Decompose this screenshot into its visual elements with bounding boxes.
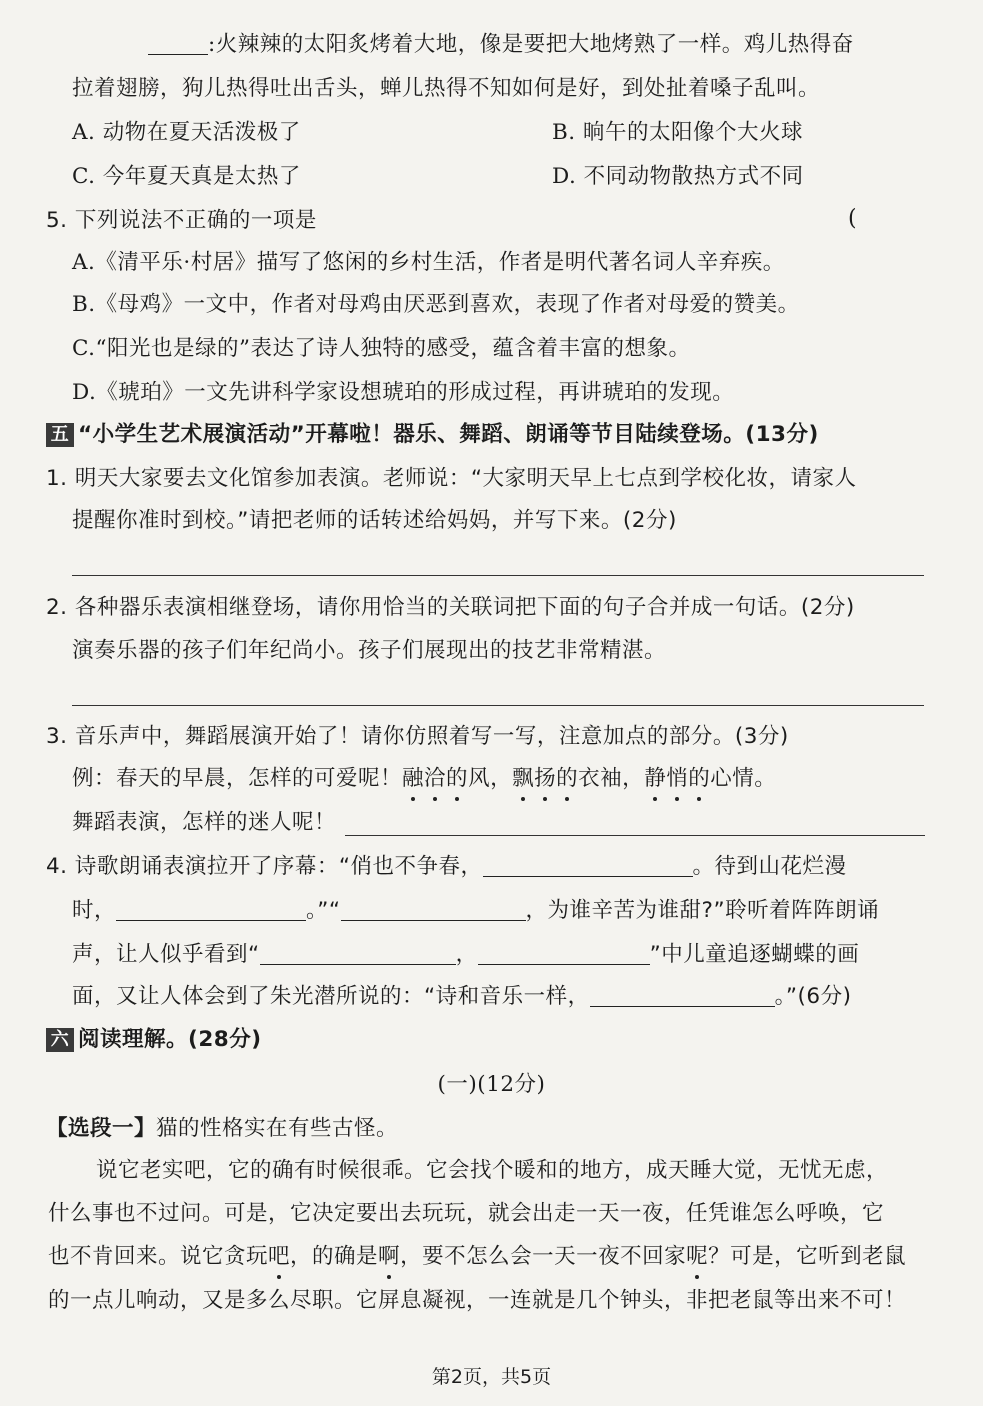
excerpt-paragraph-line3 <box>48 1242 906 1272</box>
answer-blank[interactable] <box>478 942 650 965</box>
dotted-char: 吧 <box>268 1242 290 1272</box>
excerpt-text: ？可是，它听到老鼠 <box>708 1244 907 1269</box>
s5-q2-line1: 2. 各种器乐表演相继登场，请你用恰当的关联词把下面的句子合并成一句话。(2分) <box>46 595 855 620</box>
answer-blank[interactable] <box>341 898 526 921</box>
q4-text: 声，让人似乎看到“ <box>72 942 260 967</box>
q5-option-b[interactable]: B.《母鸡》一文中，作者对母鸡由厌恶到喜欢，表现了作者对母爱的赞美。 <box>72 292 800 317</box>
s5-q3-answer-line[interactable] <box>345 835 925 836</box>
q4-text: 。”(6分) <box>774 984 852 1009</box>
excerpt-paragraph-line4: 的一点儿响动，又是多么尽职。它屏息凝视，一连就是几个钟头，非把老鼠等出来不可！ <box>48 1288 907 1313</box>
s5-q4-line2 <box>72 896 879 926</box>
section5-badge: 五 <box>46 423 74 447</box>
s5-q1-answer-line[interactable] <box>72 575 924 576</box>
excerpt-text: ，要不怎么会一天一夜不回家 <box>400 1244 687 1269</box>
excerpt-paragraph-line1: 说它老实吧，它的确有时候很乖。它会找个暖和的地方，成天睡大觉，无忧无虑， <box>96 1158 889 1183</box>
example-char: 情 <box>732 766 755 791</box>
s5-q2-sentences: 演奏乐器的孩子们年纪尚小。孩子们展现出的技艺非常精湛。 <box>72 638 667 663</box>
answer-blank[interactable] <box>148 32 208 55</box>
q5-option-a[interactable]: A.《清平乐·村居》描写了悠闲的乡村生活，作者是明代著名词人辛弃疾。 <box>72 250 785 275</box>
dotted-char: 融 <box>402 764 424 794</box>
example-prefix: 例：春天的早晨，怎样的可爱呢！ <box>72 766 403 791</box>
answer-blank[interactable] <box>483 854 693 877</box>
q5-stem: 5. 下列说法不正确的一项是 <box>46 208 317 233</box>
section6-title: 阅读理解。(28分) <box>78 1027 262 1052</box>
s5-q1-line2: 提醒你准时到校。”请把老师的话转述给妈妈，并写下来。(2分) <box>72 508 677 533</box>
excerpt-header <box>46 1114 398 1144</box>
q4-passage-line1: :火辣辣的太阳炙烤着大地，像是要把大地烤熟了一样。鸡儿热得奋 <box>148 30 854 60</box>
excerpt-text: 也不肯回来。说它贪玩 <box>48 1244 269 1269</box>
example-char: 心 <box>710 766 733 791</box>
s5-q4-line4 <box>72 982 852 1012</box>
excerpt-title: 猫的性格实在有些古怪。 <box>156 1116 399 1141</box>
q4-option-c[interactable]: C. 今年夏天真是太热了 <box>72 164 301 189</box>
q4-text: 。”“ <box>306 898 341 923</box>
q4-text: ，为谁辛苦为谁甜?”聆听着阵阵朗诵 <box>525 898 880 923</box>
dotted-char: 啊 <box>378 1242 400 1272</box>
s5-q4-line3 <box>72 940 859 970</box>
dotted-char: 洽 <box>424 764 446 794</box>
dotted-char: 呢 <box>686 1242 708 1272</box>
section6-part-title: (一)(12分) <box>437 1072 546 1097</box>
section6-badge: 六 <box>46 1028 74 1052</box>
s5-q3-example <box>72 764 776 794</box>
q4-option-b[interactable]: B. 晌午的太阳像个大火球 <box>552 120 803 145</box>
example-char: ， <box>622 766 645 791</box>
example-char: 衣 <box>578 766 601 791</box>
q4-text: ”中儿童追逐蝴蝶的画 <box>649 942 860 967</box>
q5-option-c[interactable]: C.“阳光也是绿的”表达了诗人独特的感受，蕴含着丰富的想象。 <box>72 336 691 361</box>
section6-header <box>46 1025 262 1055</box>
page-footer: 第2页，共5页 <box>431 1366 552 1388</box>
q5-option-d[interactable]: D.《琥珀》一文先讲科学家设想琥珀的形成过程，再讲琥珀的发现。 <box>72 380 735 405</box>
q4-text: ， <box>455 942 478 967</box>
section5-title: “小学生艺术展演活动”开幕啦！器乐、舞蹈、朗诵等节目陆续登场。(13分) <box>78 422 819 447</box>
dotted-char: 扬 <box>534 764 556 794</box>
s5-q4-line1 <box>46 852 847 882</box>
dotted-char: 悄 <box>666 764 688 794</box>
answer-blank[interactable] <box>116 898 306 921</box>
dotted-char: 飘 <box>512 764 534 794</box>
example-end: 。 <box>754 766 777 791</box>
answer-blank[interactable] <box>590 984 775 1007</box>
answer-blank[interactable] <box>260 942 456 965</box>
section5-header <box>46 420 819 450</box>
s5-q3-prompt: 舞蹈表演，怎样的迷人呢！ <box>72 810 337 835</box>
q4-text: 4. 诗歌朗诵表演拉开了序幕：“俏也不争春， <box>46 854 483 879</box>
dotted-char: 的 <box>446 764 468 794</box>
q4-text: 。待到山花烂漫 <box>692 854 847 879</box>
q4-passage-line2: 拉着翅膀，狗儿热得吐出舌头，蝉儿热得不知如何是好，到处扯着嗓子乱叫。 <box>72 76 821 101</box>
dotted-char: 的 <box>556 764 578 794</box>
q4-text: 时， <box>72 898 117 923</box>
q4-option-d[interactable]: D. 不同动物散热方式不同 <box>552 164 804 189</box>
example-char: ， <box>490 766 513 791</box>
dotted-char: 的 <box>688 764 710 794</box>
excerpt-text: ，的确是 <box>290 1244 379 1269</box>
s5-q2-answer-line[interactable] <box>72 705 924 706</box>
q4-option-a[interactable]: A. 动物在夏天活泼极了 <box>72 120 301 145</box>
example-char: 袖 <box>600 766 623 791</box>
dotted-char: 静 <box>644 764 666 794</box>
s5-q3-line1: 3. 音乐声中，舞蹈展演开始了！请你仿照着写一写，注意加点的部分。(3分) <box>46 724 789 749</box>
s5-q1-line1: 1. 明天大家要去文化馆参加表演。老师说：“大家明天早上七点到学校化妆，请家人 <box>46 466 857 491</box>
example-char: 风 <box>468 766 491 791</box>
q4-text: 面，又让人体会到了朱光潜所说的：“诗和音乐一样， <box>72 984 590 1009</box>
excerpt-label: 【选段一】 <box>46 1116 157 1141</box>
q5-answer-paren[interactable]: ( <box>848 206 857 231</box>
excerpt-paragraph-line2: 什么事也不过问。可是，它决定要出去玩玩，就会出走一天一夜，任凭谁怎么呼唤，它 <box>48 1201 885 1226</box>
